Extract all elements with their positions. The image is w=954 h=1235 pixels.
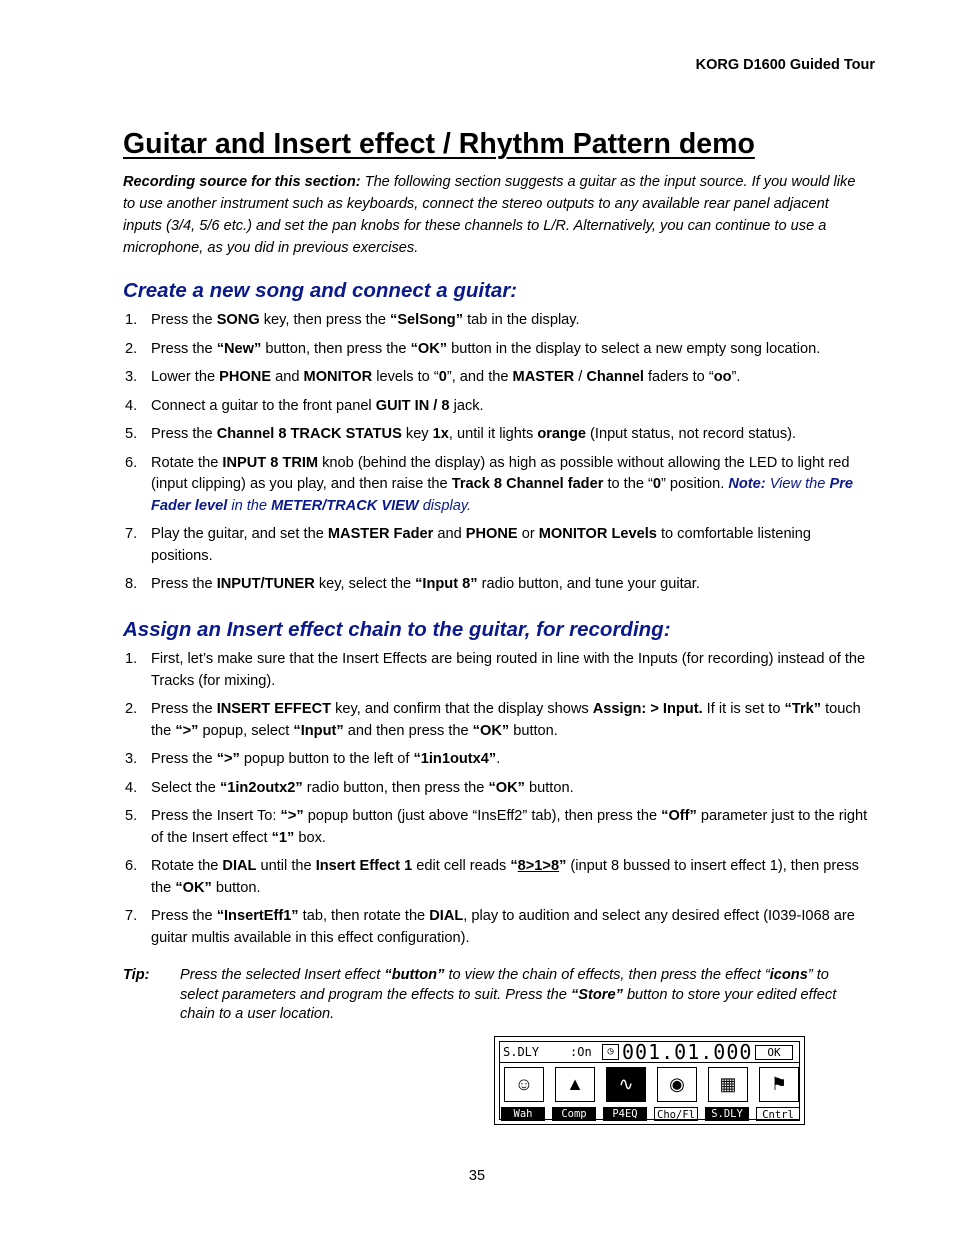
delay-icon[interactable]: ▦ [708,1067,748,1102]
step-number: 4. [125,397,138,414]
bold-run: “New” [216,340,262,357]
text-run: to view the chain of effects, then press the effect “ [444,967,770,983]
bold-run: “>” [216,751,240,767]
text-run: Press the [151,751,217,767]
text-run: button to store your edited effect chain to a user location. [180,986,837,1022]
text-run: Press the [151,576,217,592]
text-run: to the “ [603,476,653,492]
bold-run: “Off” [661,808,697,824]
lcd-tab-row [500,1107,799,1122]
list-item [123,778,868,800]
list-item [123,856,868,899]
step-number: 7. [125,908,138,924]
intro-paragraph [123,171,863,259]
text-run: radio button, then press the [302,779,489,796]
text-run: ”, and the [446,369,513,385]
bold-run: icons [769,967,808,983]
text-run: tab, then rotate the [298,908,430,924]
step-number: 6. [125,858,138,874]
bold-run: PHONE [465,526,518,542]
text-run: button. [524,779,574,796]
text-run: ”. [731,369,741,385]
bold-run: Assign: > Input. [592,701,703,717]
text-run: First, let’s make sure that the Insert Effects are being routed in line with the Inputs (for recording) instead of the Tracks (for mixing). [151,651,866,689]
tip-label: Tip: [123,967,150,983]
bold-run: SONG [216,312,260,328]
text-run: If it is set to [702,701,785,717]
text-run: Press the [151,908,217,924]
note-run: display. [418,497,472,514]
bold-run: INPUT 8 TRIM [222,454,319,471]
section-heading-insert-effect: Assign an Insert effect chain to the guitar, for recording: [123,618,671,641]
list-item [123,806,868,849]
bold-run: “InsertEff1” [216,908,299,924]
running-header: KORG D1600 Guided Tour [695,57,875,73]
page-number: 35 [468,1168,486,1184]
bold-run: “OK” [488,779,525,796]
text-run: , play to audition and select any desired effect (I039-I068 are guitar multis available in this effect configuration). [151,908,855,946]
tip-text [180,966,868,1025]
text-run: knob (behind the display) as high as possible without allowing the LED to light red (input clipping) as you play, and then raise the [151,454,850,492]
clock-icon: ◷ [602,1044,619,1060]
list-item [123,574,868,596]
bold-run: Insert Effect 1 [315,858,413,874]
bold-run: “1in1outx4” [413,751,497,767]
bold-run: Channel [586,369,644,385]
bold-run: 0 [438,369,447,385]
lcd-ok-button[interactable]: OK [755,1045,793,1060]
step-number: 3. [125,369,138,385]
bold-run: oo [713,369,732,385]
text-run: to comfortable listening positions. [151,526,812,564]
text-run: edit cell reads [412,858,511,874]
lcd-tab-wah[interactable]: Wah [501,1107,545,1121]
text-run: and then press the [343,722,473,739]
text-run: box. [294,829,326,846]
text-run: ” to select parameters and program the effects to suit. Press the [180,967,829,1003]
bold-run: “Input 8” [415,576,478,592]
bold-run: ” [559,858,567,874]
lcd-screenshot [494,1036,805,1125]
bold-run: Channel 8 TRACK STATUS [216,426,402,442]
text-run: Press the [151,340,217,357]
bold-run: INPUT/TUNER [216,576,315,592]
text-run: , until it lights [448,426,538,442]
text-run: ” position. [661,476,729,492]
text-run: Press the [151,426,217,442]
text-run: key, select the [314,576,416,592]
text-run: radio button, and tune your guitar. [477,576,700,592]
tip-block [123,966,868,1025]
list-item [123,339,868,361]
bold-run: “ [510,858,518,874]
lcd-top-bar [500,1042,799,1063]
list-item [123,367,868,389]
text-run: parameter just to the right of the Insert effect [151,808,868,846]
text-run: popup, select [198,722,294,739]
text-run: key, and confirm that the display shows [331,701,593,717]
bold-run: MONITOR Levels [538,526,657,542]
bold-run: 0 [652,476,662,492]
bold-run: 1x [432,426,449,442]
text-run: button, then press the [261,340,411,357]
text-run: levels to “ [372,369,439,385]
bold-run: MASTER Fader [327,526,434,542]
lcd-frame [499,1041,800,1120]
text-run: jack. [449,397,484,414]
text-run: Rotate the [151,858,223,874]
text-run: (Input status, not record status). [585,426,797,442]
bold-run: DIAL [429,908,464,924]
lcd-tab-comp[interactable]: Comp [552,1107,596,1121]
section-heading-create-song: Create a new song and connect a guitar: [123,279,518,302]
lcd-tab-p4eq[interactable]: P4EQ [603,1107,647,1121]
text-run: popup button (just above “InsEff2” tab), then press the [303,808,662,824]
bold-run: “1” [271,829,295,846]
bold-run: “OK” [410,340,448,357]
intro-label: Recording source for this section: [123,174,361,190]
lcd-on-status: :On [570,1045,592,1059]
lcd-effect-icons [500,1067,799,1103]
compressor-icon[interactable]: ▲ [555,1067,595,1102]
text-run: and [271,369,304,385]
bold-run: Track 8 Channel fader [451,476,604,492]
note-run: in the [227,497,272,514]
text-run: button. [211,879,261,896]
text-run: or [517,526,539,542]
bold-run: orange [537,426,586,442]
bold-run: DIAL [222,858,257,874]
bold-run: “button” [384,967,445,983]
list-item [123,524,868,567]
text-run: key, then press the [259,312,391,328]
text-run: Play the guitar, and set the [151,526,328,542]
list-item [123,396,868,418]
page-title: Guitar and Insert effect / Rhythm Pattern demo [123,128,755,160]
text-run: key [401,426,433,442]
bold-run: “>” [175,722,199,739]
chorus-icon[interactable]: ◉ [657,1067,697,1102]
step-number: 2. [125,701,138,717]
text-run: button. [509,722,558,739]
text-run: . [496,751,501,767]
step-list-insert-effect [123,649,868,956]
eq-icon[interactable]: ∿ [606,1067,646,1102]
intro-text: The following section suggests a guitar as the input source. If you would like to use another instrument such as keyboards, connect the stereo outputs to any available rear panel adjacent inputs (3/4, 5/6 etc.) and set the pan knobs for these channels to L/R. Alternatively, you can continue to use a microphone, as you did in previous exercises. [123,174,856,256]
step-number: 2. [125,340,138,357]
step-number: 8. [125,576,138,592]
control-icon[interactable]: ⚑ [759,1067,799,1102]
bold-run: INSERT EFFECT [216,701,332,717]
bold-run: MASTER [512,369,575,385]
list-item [123,453,868,518]
bold-run: “Trk” [784,701,822,717]
list-item [123,310,868,332]
step-number: 4. [125,779,138,796]
wah-pedal-icon[interactable]: ☺ [504,1067,544,1102]
text-run: Press the [151,701,217,717]
lcd-tab-cntrl[interactable]: Cntrl [756,1107,800,1121]
note-run: View the [765,476,830,492]
text-run: (input 8 bussed to insert effect 1), then press the [151,858,859,896]
note-bold-run: Pre Fader level [151,476,853,514]
text-run: Rotate the [151,454,223,471]
text-run: Press the selected Insert effect [180,967,385,983]
text-run: Lower the [151,369,220,385]
step-number: 1. [125,312,138,328]
step-number: 7. [125,526,138,542]
bold-run: MONITOR [303,369,373,385]
text-run: tab in the display. [463,312,580,328]
bold-run: GUIT IN / 8 [375,397,450,414]
list-item [123,749,868,771]
list-item [123,699,868,742]
lcd-tab-s-dly[interactable]: S.DLY [705,1107,749,1121]
bold-run: “>” [280,808,304,824]
text-run: / [574,369,587,385]
underlined-bold-run: 8>1>8 [517,858,560,874]
lcd-tab-cho-fl[interactable]: Cho/Fl [654,1107,698,1121]
list-item [123,424,868,446]
bold-run: “Input” [293,722,344,739]
bold-run: “1in2outx2” [219,779,303,796]
bold-run: “Store” [570,986,623,1003]
bold-run: PHONE [219,369,272,385]
bold-run: “OK” [472,722,510,739]
text-run: until the [256,858,316,874]
lcd-effect-name: S.DLY [503,1045,540,1059]
text-run: Press the Insert To: [151,808,281,824]
bold-run: “OK” [175,879,212,896]
list-item [123,906,868,949]
step-number: 5. [125,808,138,824]
step-number: 5. [125,426,138,442]
step-list-create-song [123,310,868,603]
text-run: Connect a guitar to the front panel [151,397,376,414]
note-bold-run: Note: [728,476,766,492]
bold-run: “SelSong” [390,312,464,328]
text-run: faders to “ [643,369,714,385]
text-run: Press the [151,312,217,328]
text-run: touch the [151,701,861,739]
lcd-time-counter: 001.01.000 [622,1040,753,1064]
text-run: button in the display to select a new empty song location. [447,340,821,357]
step-number: 1. [125,651,138,667]
text-run: popup button to the left of [239,751,414,767]
text-run: Select the [151,779,220,796]
step-number: 6. [125,454,138,471]
list-item [123,649,868,692]
step-number: 3. [125,751,138,767]
text-run: and [433,526,466,542]
note-bold-run: METER/TRACK VIEW [271,497,419,514]
